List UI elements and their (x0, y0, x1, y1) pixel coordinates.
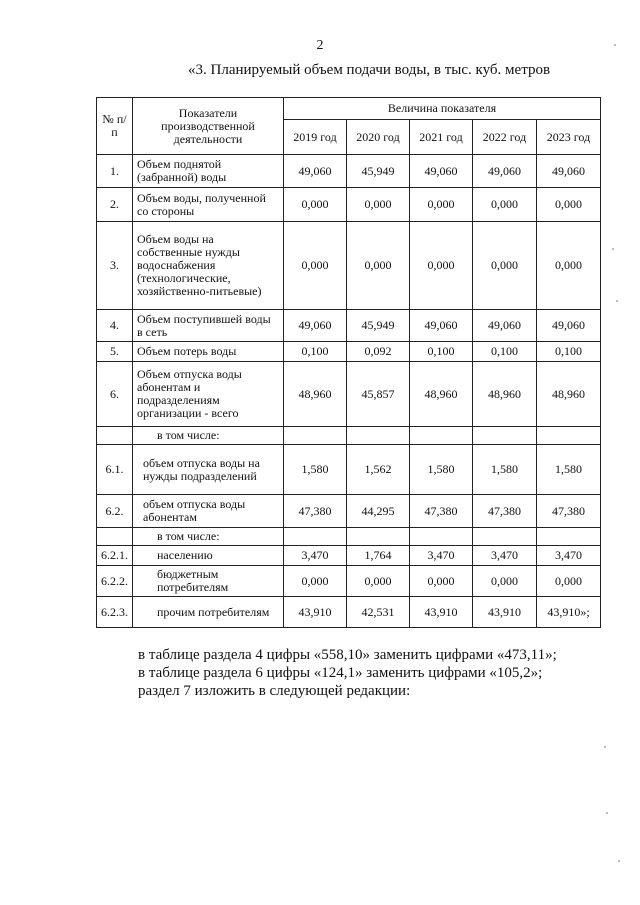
row-value: 48,960 (284, 362, 347, 427)
row-value: 0,000 (284, 566, 347, 597)
row-number: 6.2. (97, 495, 133, 528)
row-value: 49,060 (410, 310, 473, 342)
row-value: 42,531 (347, 597, 410, 628)
row-value: 0,000 (537, 566, 601, 597)
scan-speck (614, 44, 616, 46)
row-value: 0,000 (347, 222, 410, 310)
row-number (97, 427, 133, 445)
row-label: населению (133, 546, 284, 566)
row-label: прочим потребителям (133, 597, 284, 628)
row-value: 0,100 (284, 342, 347, 362)
row-label: Объем поднятой (забранной) воды (133, 155, 284, 188)
row-value: 43,910 (284, 597, 347, 628)
row-number: 6.1. (97, 445, 133, 495)
row-value: 0,000 (347, 566, 410, 597)
row-label: объем отпуска воды на нужды подразделений (133, 445, 284, 495)
row-value: 3,470 (284, 546, 347, 566)
row-value: 0,100 (473, 342, 537, 362)
row-value: 45,857 (347, 362, 410, 427)
table-row (97, 427, 601, 445)
row-label: объем отпуска воды абонентам (133, 495, 284, 528)
row-value: 0,000 (473, 222, 537, 310)
row-value: 47,380 (537, 495, 601, 528)
header-year: 2020 год (347, 120, 410, 155)
row-value: 48,960 (473, 362, 537, 427)
row-value: 0,000 (284, 188, 347, 222)
row-value: 45,949 (347, 310, 410, 342)
row-value (410, 528, 473, 546)
row-label: бюджетным потребителям (133, 566, 284, 597)
row-number (97, 528, 133, 546)
row-value: 49,060 (284, 310, 347, 342)
row-value: 47,380 (410, 495, 473, 528)
row-value: 49,060 (473, 310, 537, 342)
row-value: 3,470 (410, 546, 473, 566)
row-value: 0,000 (537, 222, 601, 310)
row-number: 6.2.2. (97, 566, 133, 597)
row-value: 1,562 (347, 445, 410, 495)
row-number: 5. (97, 342, 133, 362)
row-number: 6. (97, 362, 133, 427)
page-number: 2 (316, 38, 324, 53)
table-row (97, 310, 601, 342)
header-value: Величина показателя (284, 98, 601, 120)
table-row (97, 495, 601, 528)
header-year: 2022 год (473, 120, 537, 155)
amendment-line: в таблице раздела 4 цифры «558,10» заменить цифрами «473,11»; (138, 647, 557, 663)
header-number: № п/п (97, 98, 133, 155)
row-number: 6.2.1. (97, 546, 133, 566)
row-value: 47,380 (473, 495, 537, 528)
row-value (284, 528, 347, 546)
row-value: 43,910»; (537, 597, 601, 628)
row-value (347, 427, 410, 445)
table-row (97, 597, 601, 628)
row-value: 49,060 (537, 155, 601, 188)
row-number: 2. (97, 188, 133, 222)
row-value: 47,380 (284, 495, 347, 528)
row-value (537, 427, 601, 445)
row-value (537, 528, 601, 546)
table-row (97, 566, 601, 597)
row-value: 49,060 (410, 155, 473, 188)
row-value: 0,000 (410, 222, 473, 310)
row-value: 0,000 (410, 188, 473, 222)
row-number: 6.2.3. (97, 597, 133, 628)
row-value (347, 528, 410, 546)
row-value: 48,960 (410, 362, 473, 427)
scan-speck (618, 860, 620, 862)
row-label: Объем поступившей воды в сеть (133, 310, 284, 342)
row-value: 0,092 (347, 342, 410, 362)
amendment-line: раздел 7 изложить в следующей редакции: (138, 683, 411, 699)
row-label: Объем потерь воды (133, 342, 284, 362)
row-value: 0,000 (347, 188, 410, 222)
row-label: Объем воды, полученной со стороны (133, 188, 284, 222)
scan-speck (616, 300, 618, 302)
table-row (97, 362, 601, 427)
row-value: 0,000 (473, 566, 537, 597)
row-number: 3. (97, 222, 133, 310)
row-value: 0,000 (410, 566, 473, 597)
row-value: 0,100 (537, 342, 601, 362)
row-label: Объем воды на собственные нужды водоснабжения (технологические, хозяйственно-питьевые) (133, 222, 284, 310)
row-value: 1,580 (473, 445, 537, 495)
row-value: 43,910 (473, 597, 537, 628)
section-title: «3. Планируемый объем подачи воды, в тыс. куб. метров (188, 62, 551, 78)
table-row (97, 188, 601, 222)
header-year: 2023 год (537, 120, 601, 155)
row-number: 1. (97, 155, 133, 188)
scan-speck (604, 746, 606, 748)
row-value: 48,960 (537, 362, 601, 427)
header-year: 2021 год (410, 120, 473, 155)
row-value (410, 427, 473, 445)
row-value: 0,000 (537, 188, 601, 222)
table-row (97, 342, 601, 362)
row-value: 49,060 (473, 155, 537, 188)
row-value: 1,764 (347, 546, 410, 566)
row-value (473, 427, 537, 445)
header-year: 2019 год (284, 120, 347, 155)
row-value: 0,100 (410, 342, 473, 362)
table-row (97, 222, 601, 310)
row-value: 0,000 (473, 188, 537, 222)
table-row (97, 528, 601, 546)
row-label: в том числе: (133, 427, 284, 445)
row-value: 44,295 (347, 495, 410, 528)
row-value (284, 427, 347, 445)
row-value: 0,000 (284, 222, 347, 310)
row-value: 49,060 (537, 310, 601, 342)
header-indicator: Показатели производственной деятельности (133, 98, 284, 155)
row-label: в том числе: (133, 528, 284, 546)
scan-speck (612, 248, 614, 250)
row-number: 4. (97, 310, 133, 342)
row-value: 49,060 (284, 155, 347, 188)
scan-speck (606, 812, 608, 814)
row-label: Объем отпуска воды абонентам и подразделениям организации - всего (133, 362, 284, 427)
row-value: 43,910 (410, 597, 473, 628)
row-value: 3,470 (537, 546, 601, 566)
row-value: 1,580 (537, 445, 601, 495)
row-value: 45,949 (347, 155, 410, 188)
table-row (97, 445, 601, 495)
table-row (97, 546, 601, 566)
row-value: 1,580 (410, 445, 473, 495)
amendments-text (138, 646, 557, 700)
row-value: 3,470 (473, 546, 537, 566)
row-value (473, 528, 537, 546)
water-supply-table (96, 97, 601, 628)
row-value: 1,580 (284, 445, 347, 495)
table-row (97, 155, 601, 188)
amendment-line: в таблице раздела 6 цифры «124,1» заменить цифрами «105,2»; (138, 665, 543, 681)
